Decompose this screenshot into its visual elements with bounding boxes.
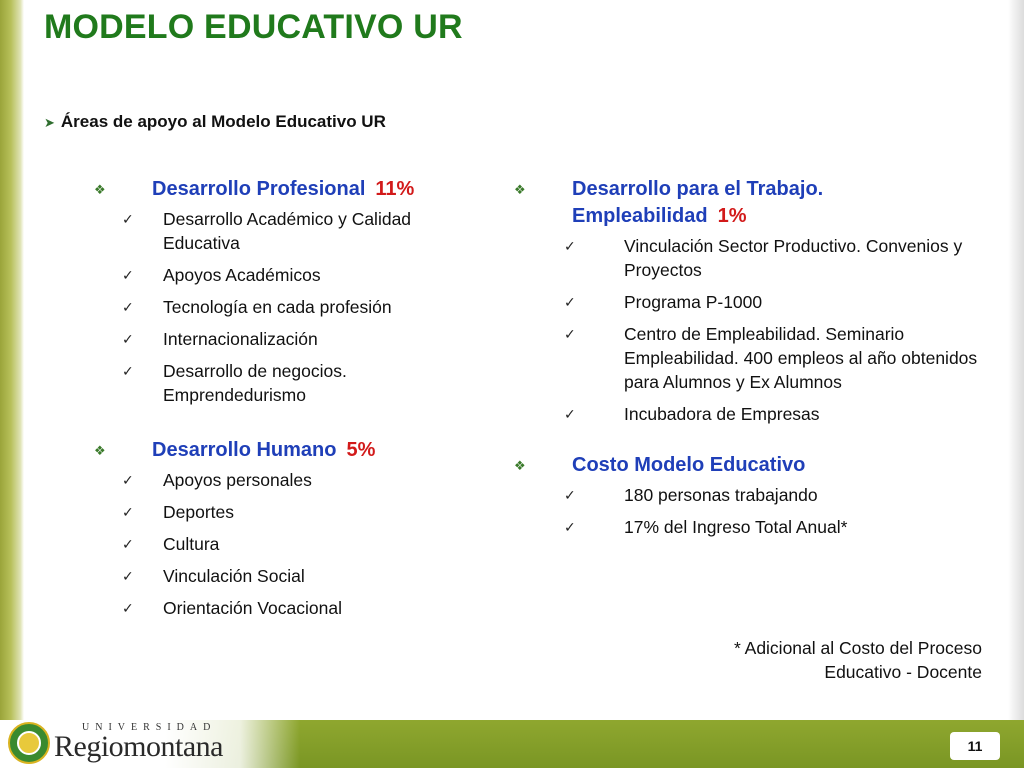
section-desarrollo-humano	[88, 437, 488, 464]
diamond-bullet-icon: ❖	[94, 182, 106, 197]
arrow-right-icon: ➤	[44, 115, 55, 130]
list-item: ✓ Internacionalización	[88, 327, 488, 351]
checkmark-icon: ✓	[122, 536, 134, 552]
section-title: Desarrollo para el Trabajo. Empleabilidad 1%	[572, 178, 824, 227]
footnote-line: Educativo - Docente	[824, 662, 982, 682]
list-item: ✓ Incubadora de Empresas	[508, 402, 988, 426]
section-costo-modelo	[508, 452, 988, 479]
checkmark-icon: ✓	[122, 331, 134, 347]
profesional-list	[88, 207, 488, 407]
university-seal-icon	[8, 722, 50, 764]
page-number: 11	[950, 732, 1000, 760]
left-frame-bar	[0, 0, 24, 720]
section-title: Desarrollo Profesional 11%	[152, 178, 415, 200]
percentage: 1%	[717, 205, 747, 227]
subtitle-text: Áreas de apoyo al Modelo Educativo UR	[60, 112, 386, 131]
section-title: Desarrollo Humano 5%	[152, 439, 376, 461]
list-item: ✓ Desarrollo de negocios. Emprendedurismo	[88, 359, 488, 407]
section-desarrollo-trabajo	[508, 176, 988, 230]
slide-title: MODELO EDUCATIVO UR	[44, 8, 463, 46]
list-item: ✓ Desarrollo Académico y Calidad Educativa	[88, 207, 488, 255]
humano-list	[88, 468, 488, 620]
logo-name: Regiomontana	[54, 730, 223, 763]
checkmark-icon: ✓	[564, 519, 576, 535]
section-title: Costo Modelo Educativo	[572, 454, 806, 476]
diamond-bullet-icon: ❖	[94, 443, 106, 458]
diamond-bullet-icon: ❖	[514, 182, 526, 197]
checkmark-icon: ✓	[564, 487, 576, 503]
checkmark-icon: ✓	[122, 568, 134, 584]
percentage: 5%	[346, 439, 376, 461]
list-item: ✓ Centro de Empleabilidad. Seminario Empleabilidad. 400 empleos al año obtenidos para Alumnos y Ex Alumnos	[508, 322, 988, 394]
trabajo-list	[508, 234, 988, 426]
list-item: ✓ Vinculación Social	[88, 564, 488, 588]
list-item: ✓ Cultura	[88, 532, 488, 556]
list-item: ✓ 180 personas trabajando	[508, 483, 988, 507]
list-item: ✓ Deportes	[88, 500, 488, 524]
checkmark-icon: ✓	[122, 267, 134, 283]
list-item: ✓ Tecnología en cada profesión	[88, 295, 488, 319]
right-column	[508, 176, 988, 547]
university-logo	[0, 720, 300, 768]
left-column	[88, 176, 488, 628]
checkmark-icon: ✓	[564, 238, 576, 254]
section-desarrollo-profesional	[88, 176, 488, 203]
list-item: ✓ Apoyos Académicos	[88, 263, 488, 287]
right-frame-bar	[1008, 0, 1024, 720]
checkmark-icon: ✓	[564, 406, 576, 422]
list-item: ✓ Vinculación Sector Productivo. Convenios y Proyectos	[508, 234, 988, 282]
checkmark-icon: ✓	[122, 211, 134, 227]
logo-top-text: UNIVERSIDAD	[82, 722, 217, 733]
checkmark-icon: ✓	[122, 600, 134, 616]
list-item: ✓ Orientación Vocacional	[88, 596, 488, 620]
footnote-line: * Adicional al Costo del Proceso	[733, 638, 982, 658]
checkmark-icon: ✓	[122, 472, 134, 488]
footer-bar	[0, 720, 1024, 768]
checkmark-icon: ✓	[122, 299, 134, 315]
percentage: 11%	[375, 178, 415, 200]
list-item: ✓ Apoyos personales	[88, 468, 488, 492]
list-item: ✓ 17% del Ingreso Total Anual*	[508, 515, 988, 539]
checkmark-icon: ✓	[564, 294, 576, 310]
costo-list	[508, 483, 988, 539]
checkmark-icon: ✓	[564, 326, 576, 342]
checkmark-icon: ✓	[122, 504, 134, 520]
checkmark-icon: ✓	[122, 363, 134, 379]
list-item: ✓ Programa P-1000	[508, 290, 988, 314]
footnote	[734, 636, 982, 684]
diamond-bullet-icon: ❖	[514, 458, 526, 473]
subtitle	[44, 112, 386, 132]
